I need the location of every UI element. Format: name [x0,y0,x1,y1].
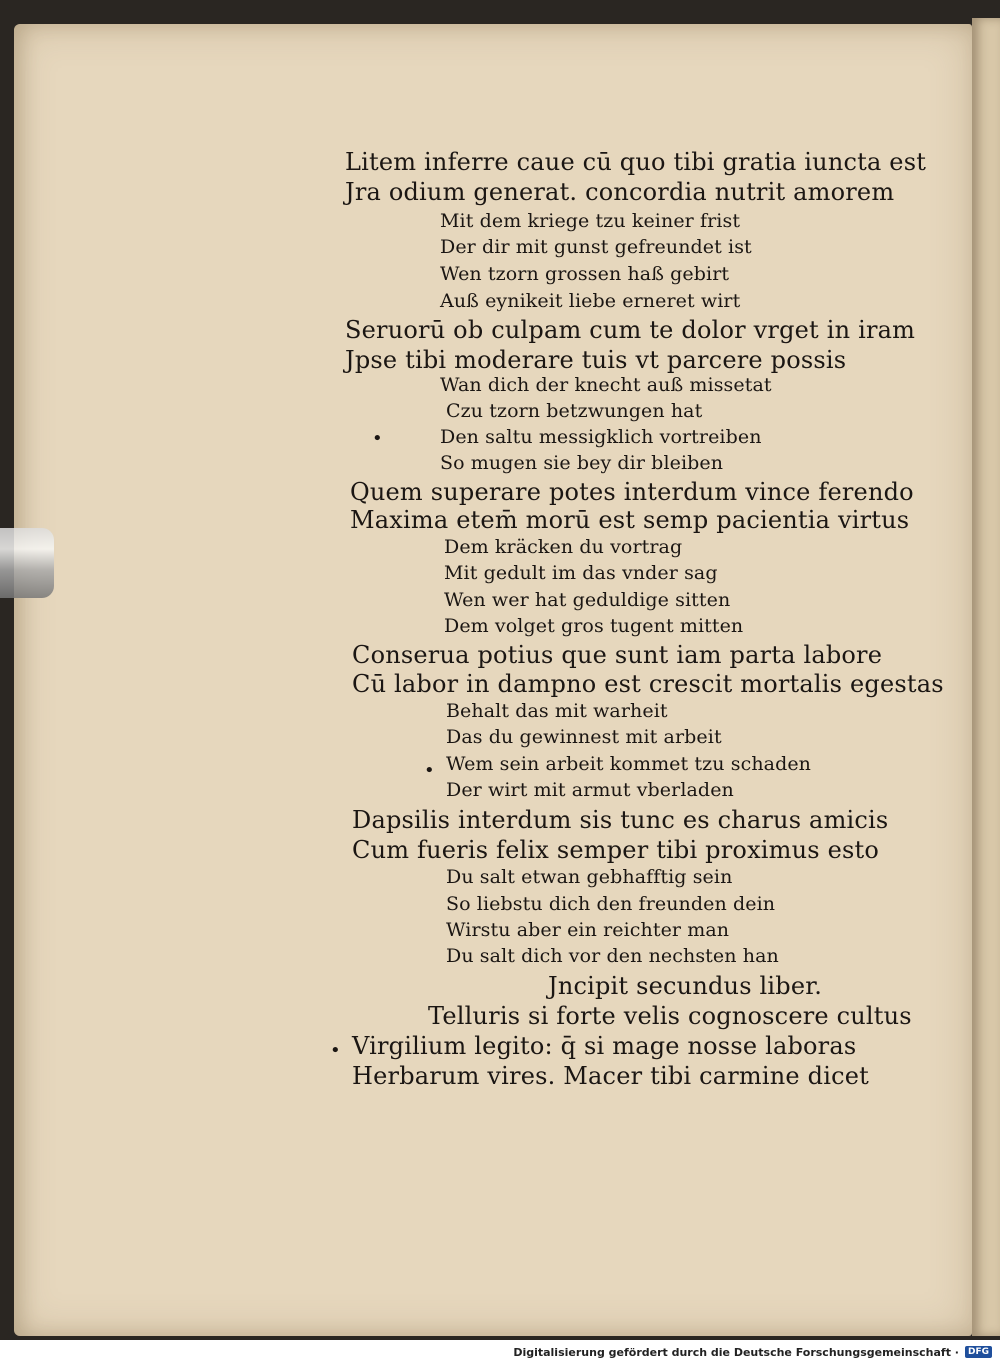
text-line: Dem kräcken du vortrag [444,536,683,558]
text-line: Der wirt mit armut vberladen [446,779,734,801]
text-line: Auß eynikeit liebe erneret wirt [440,290,741,312]
text-line: Dem volget gros tugent mitten [444,615,744,637]
text-line: Conserua potius que sunt iam parta labore [352,641,883,669]
text-line: So liebstu dich den freunden dein [446,893,776,915]
text-line: Cum fueris felix semper tibi proximus esto [352,836,880,864]
ink-dot: • [424,760,435,781]
text-line: Litem inferre caue cū quo tibi gratia iuncta est [345,148,927,176]
credit-text: Digitalisierung gefördert durch die Deutsche Forschungsgemeinschaft · [513,1345,959,1359]
ink-dot: • [372,428,383,449]
text-line: Cū labor in dampno est crescit mortalis egestas [352,670,944,698]
text-line: Behalt das mit warheit [446,700,668,722]
text-line: Wem sein arbeit kommet tzu schaden [446,753,812,775]
text-line: Du salt etwan gebhafftig sein [446,866,733,888]
text-line: Wen wer hat geduldige sitten [444,589,731,611]
text-line: Quem superare potes interdum vince ferendo [350,478,914,506]
text-line: Seruorū ob culpam cum te dolor vrget in iram [345,316,916,344]
text-line: Virgilium legito: q̄ si mage nosse laboras [352,1032,857,1060]
text-line: Dapsilis interdum sis tunc es charus amicis [352,806,889,834]
text-line: Wan dich der knecht auß missetat [440,374,772,396]
text-line: Telluris si forte velis cognoscere cultus [428,1002,912,1030]
text-line: Jra odium generat. concordia nutrit amorem [345,178,895,206]
text-line: Czu tzorn betzwungen hat [446,400,703,422]
text-line: Mit dem kriege tzu keiner frist [440,210,741,232]
text-line: Jncipit secundus liber. [548,972,823,1000]
text-line: Das du gewinnest mit arbeit [446,726,722,748]
text-line: Wirstu aber ein reichter man [446,919,730,941]
dfg-logo: DFG [965,1346,992,1358]
footer-bar [0,1340,1000,1364]
text-line: Der dir mit gunst gefreundet ist [440,236,752,258]
text-line: Wen tzorn grossen haß gebirt [440,263,730,285]
text-line: Du salt dich vor den nechsten han [446,945,779,967]
text-line: So mugen sie bey dir bleiben [440,452,724,474]
text-line: Den saltu messigklich vortreiben [440,426,762,448]
text-line: Mit gedult im das vnder sag [444,562,718,584]
ink-dot: • [330,1040,341,1061]
text-line: Maxima etem̄ morū est semp pacientia virtus [350,506,910,534]
text-line: Jpse tibi moderare tuis vt parcere possis [345,346,847,374]
text-line: Herbarum vires. Macer tibi carmine dicet [352,1062,869,1090]
